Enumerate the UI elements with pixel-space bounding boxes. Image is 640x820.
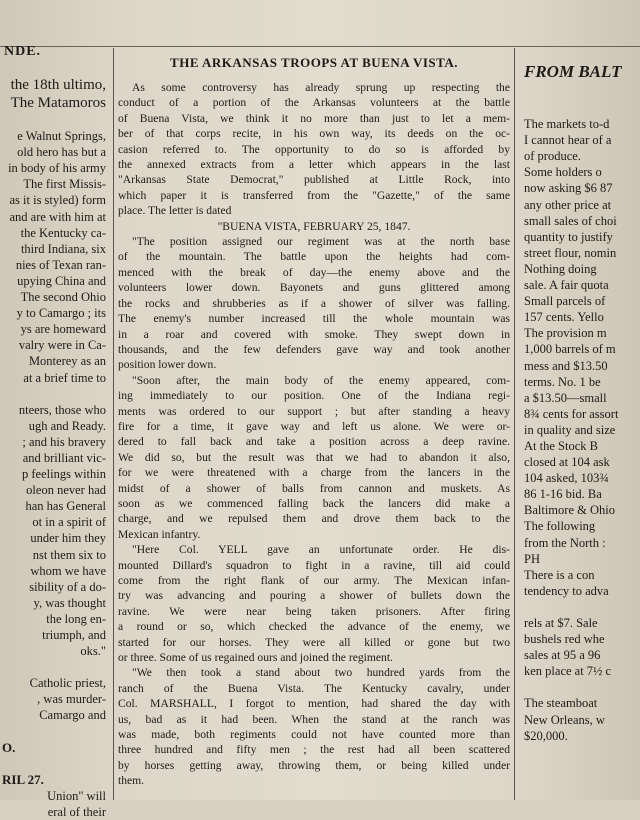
text-line: in body of his army <box>8 161 106 176</box>
text-line: mounted Dillard's squadron to fight in a ravine, till aid could <box>118 558 510 572</box>
text-line: $20,000. <box>524 728 568 743</box>
text-line: from the North : <box>524 535 606 550</box>
text-line: and are with him at <box>9 209 106 224</box>
left-column-header: NDE. <box>4 44 42 59</box>
text-line: nteers, those who <box>18 402 106 417</box>
text-line: was made, both regiments could not have counted more than <box>118 728 510 742</box>
text-line: "BUENA VISTA, FEBRUARY 25, 1847. <box>217 219 411 233</box>
text-line: charge, and we repulsed them and drove them back to the <box>118 512 510 526</box>
text-line: sales at 95 a 96 <box>524 648 601 663</box>
text-line: Catholic priest, <box>29 676 106 691</box>
text-line <box>0 659 110 675</box>
left-column <box>0 0 110 820</box>
text-line: 157 cents. Yello <box>524 310 604 325</box>
text-line: sibility of a do- <box>29 579 106 594</box>
text-line: upying China and <box>17 273 106 288</box>
text-line: Some holders o <box>524 165 602 180</box>
text-line: at a brief time to <box>23 370 106 385</box>
text-line: nst them six to <box>32 547 106 562</box>
text-line: of produce. <box>524 149 581 164</box>
article-headline: THE ARKANSAS TROOPS AT BUENA VISTA. <box>170 55 458 70</box>
text-line: Monterey as an <box>28 354 106 369</box>
text-line: Union" will <box>47 788 106 803</box>
text-line: volunteers lower down. Bayonets and guns glittered among <box>118 281 510 295</box>
text-line: a round or so, which checked the advance of the enemy, we <box>118 620 510 634</box>
text-line: The following <box>524 519 596 534</box>
text-line: for we were threatened with a charge from the lancers in the <box>118 466 510 480</box>
text-line <box>0 112 110 128</box>
text-line: three hundred and fifty men ; the rest had all been scattered <box>118 743 510 757</box>
text-line: The steamboat <box>524 696 598 711</box>
text-line: them. <box>118 774 145 788</box>
text-line: which paper it is transferred from the "Gazette," of the same <box>118 188 510 202</box>
text-line <box>518 679 640 695</box>
text-line: ken place at 7½ c <box>524 664 612 679</box>
text-line: fire for a time, it gave way and left us alone. We were or- <box>118 419 510 433</box>
text-line: 86 1-16 bid. Ba <box>524 487 602 502</box>
text-line: try was advancing and pouring a shower of bullets down the <box>118 589 510 603</box>
text-line: p feelings within <box>21 467 106 482</box>
text-line: small sales of choi <box>524 213 617 228</box>
text-line: tendency to adva <box>524 583 609 598</box>
text-line: The Matamoros <box>10 95 106 111</box>
text-line: ; and his bravery <box>22 434 106 449</box>
column-rule-right <box>514 48 515 800</box>
text-line: position lower down. <box>118 358 217 372</box>
text-line: Nothing doing <box>524 261 597 276</box>
text-line: by horses getting away, throwing them, or being killed under <box>118 758 510 772</box>
text-line: As some controversy has already sprung up respecting the <box>132 81 510 94</box>
text-line: ments was ordered to our support ; but after standing a heavy <box>118 404 510 418</box>
text-line: the annexed extracts from a letter which appears in the last <box>118 158 510 172</box>
text-line: bushels red whe <box>524 632 605 647</box>
text-line: under him they <box>30 531 106 546</box>
text-line: ugh and Ready. <box>28 418 106 433</box>
text-line: Camargo and <box>39 708 106 723</box>
text-line: The enemy's number increased till the whole mountain was <box>118 312 510 326</box>
text-line: a $13.50—small <box>524 390 607 405</box>
article-body <box>118 80 510 789</box>
right-column-header: FROM BALT <box>524 62 622 81</box>
text-line: y, was thought <box>33 595 106 610</box>
text-line: The markets to-d <box>524 117 610 132</box>
text-line: 1,000 barrels of m <box>524 342 616 357</box>
text-line: quantity to justify <box>524 229 613 244</box>
text-line: Mexican infantry. <box>118 527 201 541</box>
text-line: street flour, nomin <box>524 245 617 260</box>
text-line: ranch of the Buena Vista. The Kentucky cavalry, under <box>118 681 510 695</box>
text-line <box>518 599 640 615</box>
text-line: oks." <box>80 644 106 659</box>
text-line: or three. Some of us regained ours and joined the regiment. <box>118 651 393 665</box>
text-line: of Buena Vista, we think it no more than just to let a mem- <box>118 111 510 125</box>
text-line: RIL 27. <box>2 771 44 787</box>
text-line: started for our horses. They were all killed or gone but two <box>118 635 510 649</box>
text-line: terms. No. 1 be <box>524 374 601 389</box>
text-line: old hero has but a <box>17 145 106 160</box>
text-line: ys are homeward <box>20 322 106 337</box>
text-line: the long en- <box>46 611 106 626</box>
text-line: midst of a shower of balls from cannon and muskets. As <box>118 481 510 495</box>
text-line: O. <box>2 739 16 755</box>
text-line: casion referred to. The opportunity to do so is afforded by <box>118 142 510 156</box>
text-line: any other price at <box>524 197 612 212</box>
text-line: The second Ohio <box>20 290 106 305</box>
text-line: thousands, and the few defenders gave way and took another <box>118 342 510 356</box>
text-line: menced with the break of day—the enemy above and the <box>118 265 510 279</box>
text-line: ber of that corps recite, in his own way, its deeds on the oc- <box>118 127 510 141</box>
text-line: 104 asked, 103¾ <box>524 471 609 486</box>
text-line <box>518 100 640 116</box>
text-line: "Here Col. YELL gave an unfortunate order. He dis- <box>132 543 510 557</box>
text-line: of the mountain. The battle upon the heights had com- <box>118 250 510 264</box>
text-line: valry were in Ca- <box>18 338 106 353</box>
text-line: nies of Texan ran- <box>15 257 106 272</box>
text-line: the rocks and shrubberies as if a shower of silver was falling. <box>118 296 510 310</box>
text-line: e Walnut Springs, <box>17 129 106 144</box>
text-line <box>0 724 110 740</box>
text-line: New Orleans, w <box>524 712 605 727</box>
text-line: ot in a spirit of <box>32 515 106 530</box>
text-line: in a roar and covered with smoke. They swept down in <box>118 327 510 341</box>
text-line: ravine. We were near being taken prisoners. After firing <box>118 604 510 618</box>
text-line: ing immediately to our position. One of the Indiana regi- <box>118 389 510 403</box>
text-line: closed at 104 ask <box>524 455 610 470</box>
right-column-text <box>518 100 640 744</box>
text-line: "We then took a stand about two hundred yards from the <box>132 666 510 680</box>
text-line <box>0 386 110 402</box>
text-line: Baltimore & Ohio <box>524 503 615 518</box>
text-line: dered to fall back and take a position across a deep ravine. <box>118 435 510 449</box>
middle-column <box>118 0 510 800</box>
text-line: as it is styled) form <box>9 193 106 208</box>
right-column <box>518 0 640 800</box>
text-line: us, bad as it had been. When the stand at the ranch was <box>118 712 510 726</box>
text-line: mess and $13.50 <box>524 358 608 373</box>
text-line: "Arkansas State Democrat," published at Little Rock, into <box>118 173 510 187</box>
text-line: soon as we commenced falling back the lancers did make a <box>118 496 510 510</box>
text-line: conduct of a portion of the Arkansas volunteers at the battle <box>118 96 510 110</box>
text-line: Small parcels of <box>524 294 606 309</box>
text-line: rels at $7. Sale <box>524 616 598 630</box>
text-line: now asking $6 87 <box>524 181 613 196</box>
text-line: triumph, and <box>42 628 106 642</box>
text-line: There is a con <box>524 567 595 582</box>
text-line: The first Missis- <box>23 177 106 192</box>
text-line: We did so, but the result was that we had to abandon it also, <box>118 450 510 464</box>
text-line: "The position assigned our regiment was at the north base <box>132 235 510 249</box>
text-line: The provision m <box>524 326 607 341</box>
left-column-text <box>0 76 110 820</box>
text-line: At the Stock B <box>524 438 598 453</box>
text-line: come from the right flank of our army. The Mexican infan- <box>118 574 510 587</box>
text-line: third Indiana, six <box>20 241 106 256</box>
text-line <box>0 756 110 772</box>
text-line: in quality and size <box>524 422 616 437</box>
text-line: whom we have <box>30 563 106 578</box>
text-line: and brilliant vic- <box>22 450 106 465</box>
text-line: place. The letter is dated <box>118 204 232 218</box>
text-line: I cannot hear of a <box>524 133 612 148</box>
text-line: , was murder- <box>37 692 106 707</box>
text-line: "Soon after, the main body of the enemy appeared, com- <box>132 373 510 387</box>
text-line: sale. A fair quota <box>524 278 609 293</box>
text-line: 8¾ cents for assort <box>524 406 619 421</box>
column-rule-left <box>113 48 114 800</box>
text-line: y to Camargo ; its <box>16 306 106 321</box>
text-line: Col. MARSHALL, I forgot to mention, had shared the day with <box>118 697 510 711</box>
text-line: han has General <box>25 499 106 514</box>
text-line: oleon never had <box>26 483 106 498</box>
text-line: eral of their <box>47 805 106 820</box>
text-line: PH <box>524 551 540 566</box>
text-line: the Kentucky ca- <box>20 225 106 240</box>
text-line: the 18th ultimo, <box>10 77 106 93</box>
